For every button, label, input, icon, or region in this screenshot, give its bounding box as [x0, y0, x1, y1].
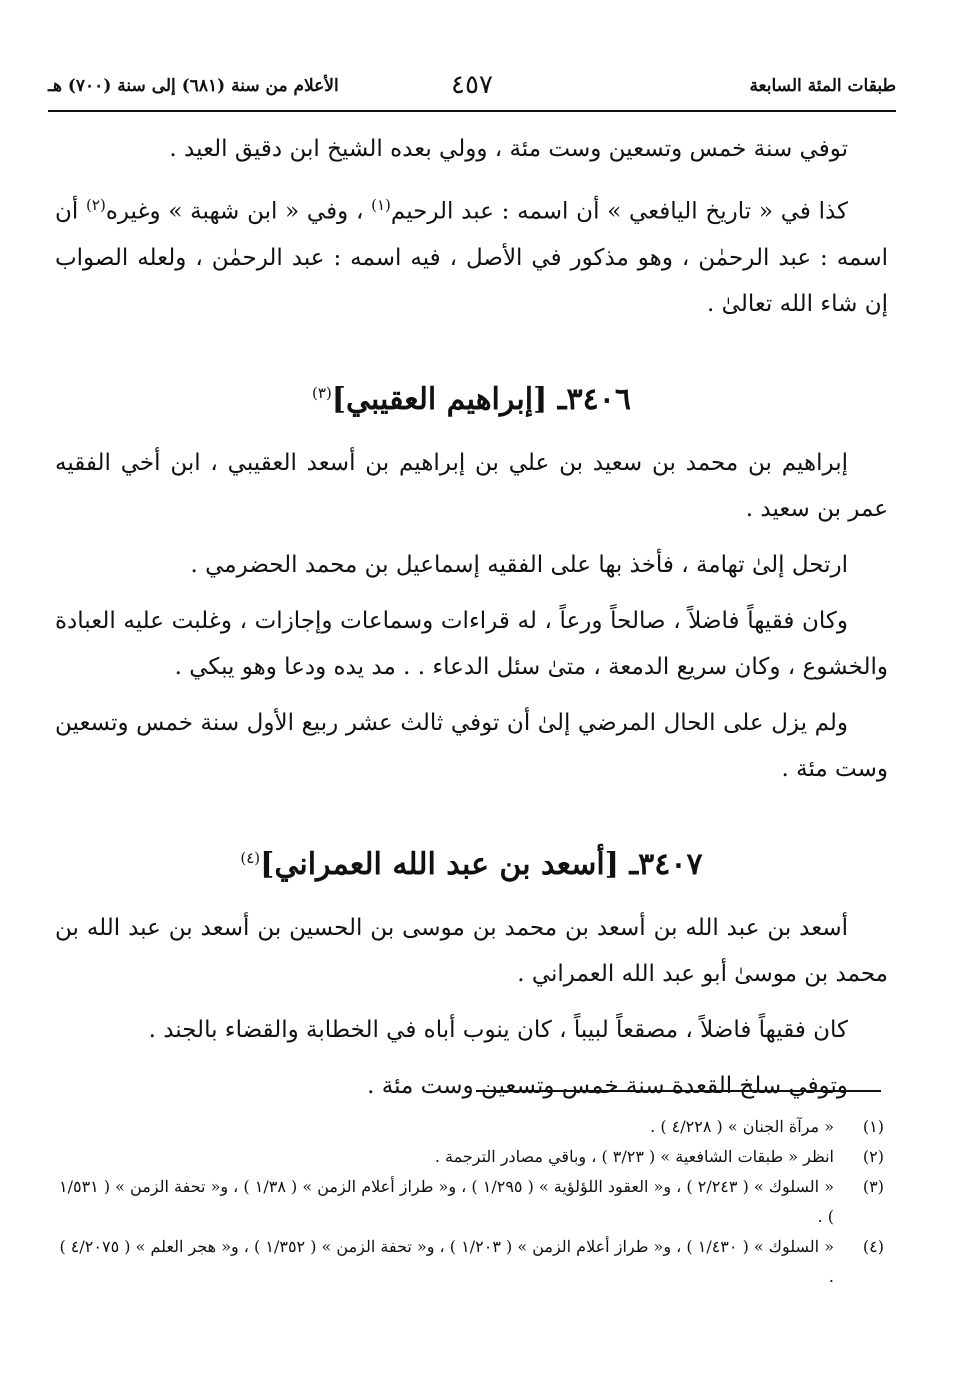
entry-heading-3406: [55, 371, 888, 422]
intro-text-c: أن اسمه : عبد الرحمٰن ، وهو مذكور في الأصل ، فيه اسمه : عبد الرحمٰن ، ولعله الصواب إن شاء الله تعالىٰ .: [55, 198, 888, 317]
intro-text-a: كذا في « تاريخ اليافعي » أن اسمه : عبد الرحيم: [390, 198, 849, 225]
entry2-paragraph-3: وتوفي سلخ القعدة سنة خمس وتسعين وست مئة .: [367, 1072, 848, 1099]
footnote-number: (٢): [862, 1147, 884, 1166]
entry2-paragraph-1: أسعد بن عبد الله بن أسعد بن محمد بن موسى بن الحسين بن أسعد بن عبد الله بن محمد بن موسىٰ أبو عبد الله العمراني .: [55, 914, 888, 987]
heading-text: ٣٤٠٧ـ [أسعد بن عبد الله العمراني]: [260, 846, 703, 882]
footnote-ref-4: (٤): [240, 848, 261, 867]
entry1-paragraph-1: إبراهيم بن محمد بن سعيد بن علي بن إبراهيم بن أسعد العقيبي ، ابن أخي الفقيه عمر بن سعيد .: [55, 449, 888, 522]
entry1-paragraph-2: ارتحل إلىٰ تهامة ، فأخذ بها على الفقيه إسماعيل بن محمد الحضرمي .: [190, 551, 848, 578]
footnote: [55, 1172, 884, 1232]
footnote: [55, 1112, 884, 1142]
footnote-ref-3: (٣): [312, 383, 332, 402]
running-header: [48, 70, 896, 112]
footnote-text: « مرآة الجنان » ( ٤/٢٢٨ ) .: [650, 1117, 834, 1136]
footnote-number: (٤): [862, 1237, 884, 1256]
intro-paragraph-1: توفي سنة خمس وتسعين وست مئة ، وولي بعده الشيخ ابن دقيق العيد .: [169, 136, 848, 162]
heading-text: ٣٤٠٦ـ [إبراهيم العقيبي]: [331, 381, 631, 417]
footnote-ref-2: (٢): [86, 196, 106, 214]
footnote-ref-1: (١): [371, 196, 391, 214]
footnote-text: انظر « طبقات الشافعية » ( ٣/٢٣ ) ، وباقي مصادر الترجمة .: [434, 1147, 834, 1166]
page-number: ٤٥٧: [451, 70, 493, 100]
footnote-number: (٣): [862, 1177, 884, 1196]
main-text: [55, 126, 888, 1119]
footnote: [55, 1232, 884, 1292]
section-title: طبقات المئة السابعة: [749, 76, 896, 96]
entry1-paragraph-3: وكان فقيهاً فاضلاً ، صالحاً ورعاً ، له قراءات وسماعات وإجازات ، وغلبت عليه العبادة والخشوع ، وكان سريع الدمعة ، متىٰ سئل الدعاء . . مد يده ودعا وهو يبكي .: [55, 607, 888, 680]
footnote-divider: [476, 1090, 881, 1092]
intro-paragraph-2: [55, 182, 888, 327]
range-title: الأعلام من سنة (٦٨١) إلى سنة (٧٠٠) هـ: [48, 76, 339, 96]
footnote-text: « السلوك » ( ١/٤٣٠ ) ، و« طراز أعلام الزمن » ( ١/٢٠٣ ) ، و« تحفة الزمن » ( ١/٣٥٢ ) ، و« هجر العلم » ( ٤/٢٠٧٥ ) .: [59, 1237, 834, 1286]
entry1-paragraph-4: ولم يزل على الحال المرضي إلىٰ أن توفي ثالث عشر ربيع الأول سنة خمس وتسعين وست مئة .: [55, 709, 888, 782]
entry2-paragraph-2: كان فقيهاً فاضلاً ، مصقعاً لبيباً ، كان ينوب أباه في الخطابة والقضاء بالجند .: [148, 1016, 848, 1043]
entry-heading-3407: [55, 836, 888, 887]
footnotes: [55, 1112, 884, 1292]
intro-text-b: ، وفي « ابن شهبة » وغيره: [105, 198, 372, 225]
footnote-text: « السلوك » ( ٢/٢٤٣ ) ، و« العقود اللؤلؤية » ( ١/٢٩٥ ) ، و« طراز أعلام الزمن » ( ١/٣٨ ) ، و« تحفة الزمن » ( ١/٥٣١ ) .: [58, 1177, 834, 1226]
footnote-number: (١): [862, 1117, 884, 1136]
footnote: [55, 1142, 884, 1172]
